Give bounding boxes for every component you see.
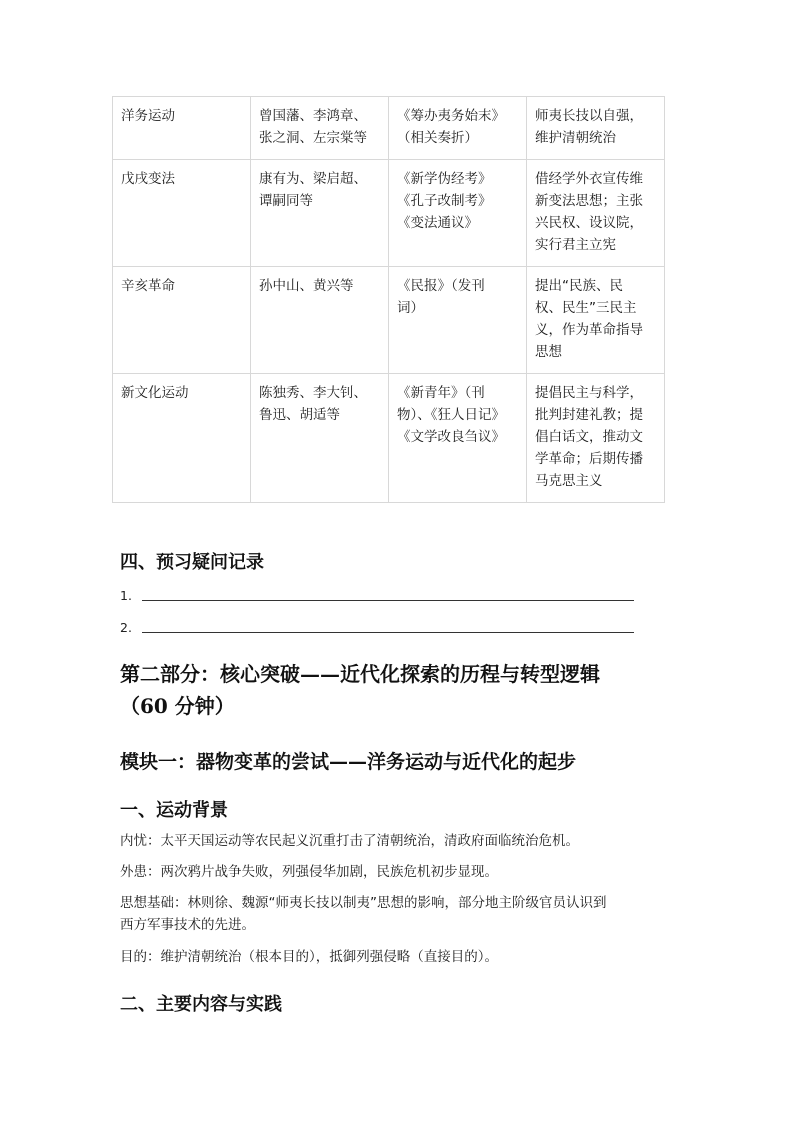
cell-text-line: 洋务运动 — [121, 108, 175, 124]
movement-name-cell — [113, 97, 251, 160]
representatives-cell — [251, 374, 389, 503]
cell-text-line: 陈独秀、李大钊、 — [259, 385, 367, 401]
question-number-1: 1. — [120, 588, 132, 603]
ideas-cell — [527, 160, 665, 267]
cell-text-line: 《变法通议》 — [397, 215, 478, 231]
cell-text-line: 倡白话文，推动文 — [535, 429, 643, 445]
cell-text-line: 张之洞、左宗棠等 — [259, 130, 367, 146]
cell-text-line: 《民报》（发刊 — [397, 278, 485, 294]
cell-text-line: 康有为、梁启超、 — [259, 171, 367, 187]
question-number-2: 2. — [120, 620, 132, 635]
cell-text-line: 《孔子改制考》 — [397, 193, 492, 209]
cell-text-line: 提倡民主与科学， — [535, 385, 643, 401]
cell-text-line: 兴民权、设议院， — [535, 215, 643, 231]
table-row — [113, 267, 665, 374]
cell-text-line: 物）、《狂人日记》 — [397, 407, 505, 423]
part-two-title: 第二部分：核心突破——近代化探索的历程与转型逻辑 — [120, 662, 600, 686]
cell-text-line: 词） — [397, 300, 424, 316]
ideas-cell — [527, 267, 665, 374]
cell-text-line: 曾国藩、李鸿章、 — [259, 108, 367, 124]
representatives-cell — [251, 267, 389, 374]
paragraph-external-threat: 外患：两次鸦片战争失败，列强侵华加剧，民族危机初步显现。 — [120, 864, 498, 880]
movements-table-body — [113, 97, 665, 503]
cell-text-line: 学革命；后期传播 — [535, 451, 643, 467]
cell-text-line: 孙中山、黄兴等 — [259, 278, 354, 294]
paragraph-ideological-basis-line1: 思想基础：林则徐、魏源“师夷长技以制夷”思想的影响，部分地主阶级官员认识到 — [120, 895, 607, 911]
subheading-background: 一、运动背景 — [120, 800, 228, 821]
table-row — [113, 160, 665, 267]
cell-text-line: 新变法思想；主张 — [535, 193, 643, 209]
movement-name-cell — [113, 160, 251, 267]
paragraph-ideological-basis-line2: 西方军事技术的先进。 — [120, 917, 255, 933]
cell-text-line: 戊戌变法 — [121, 171, 175, 187]
question-line-1[interactable] — [120, 588, 634, 603]
cell-text-line: 思想 — [535, 344, 562, 360]
table-row — [113, 374, 665, 503]
question-blank-1[interactable] — [142, 599, 634, 601]
cell-text-line: 义，作为革命指导 — [535, 322, 643, 338]
cell-text-line: 维护清朝统治 — [535, 130, 616, 146]
cell-text-line: 《新学伪经考》 — [397, 171, 492, 187]
question-line-2[interactable] — [120, 620, 634, 635]
part-two-heading — [120, 658, 680, 722]
part-two-duration: （60 分钟） — [120, 694, 235, 718]
table-row — [113, 97, 665, 160]
cell-text-line: 辛亥革命 — [121, 278, 175, 294]
cell-text-line: 谭嗣同等 — [259, 193, 313, 209]
cell-text-line: 《文学改良刍议》 — [397, 429, 505, 445]
works-cell — [389, 374, 527, 503]
cell-text-line: 提出“民族、民 — [535, 278, 623, 294]
section-heading-questions: 四、预习疑问记录 — [120, 552, 264, 573]
cell-text-line: 《新青年》（刊 — [397, 385, 485, 401]
cell-text-line: 借经学外衣宣传维 — [535, 171, 643, 187]
cell-text-line: 《筹办夷务始末》 — [397, 108, 505, 124]
subheading-main-content: 二、主要内容与实践 — [120, 994, 282, 1015]
paragraph-purpose: 目的：维护清朝统治（根本目的），抵御列强侵略（直接目的）。 — [120, 949, 498, 965]
works-cell — [389, 97, 527, 160]
question-blank-2[interactable] — [142, 631, 634, 633]
movement-name-cell — [113, 374, 251, 503]
paragraph-ideological-basis — [120, 892, 668, 936]
cell-text-line: 实行君主立宪 — [535, 237, 616, 253]
representatives-cell — [251, 97, 389, 160]
cell-text-line: 批判封建礼教；提 — [535, 407, 643, 423]
cell-text-line: 鲁迅、胡适等 — [259, 407, 340, 423]
cell-text-line: 师夷长技以自强， — [535, 108, 643, 124]
works-cell — [389, 160, 527, 267]
cell-text-line: 新文化运动 — [121, 385, 189, 401]
movement-name-cell — [113, 267, 251, 374]
cell-text-line: 权、民生”三民主 — [535, 300, 637, 316]
ideas-cell — [527, 97, 665, 160]
representatives-cell — [251, 160, 389, 267]
cell-text-line: 马克思主义 — [535, 473, 603, 489]
movements-table — [112, 96, 665, 503]
module-one-heading: 模块一：器物变革的尝试——洋务运动与近代化的起步 — [120, 751, 577, 773]
works-cell — [389, 267, 527, 374]
ideas-cell — [527, 374, 665, 503]
cell-text-line: （相关奏折） — [397, 130, 478, 146]
paragraph-internal-trouble: 内忧：太平天国运动等农民起义沉重打击了清朝统治，清政府面临统治危机。 — [120, 833, 579, 849]
